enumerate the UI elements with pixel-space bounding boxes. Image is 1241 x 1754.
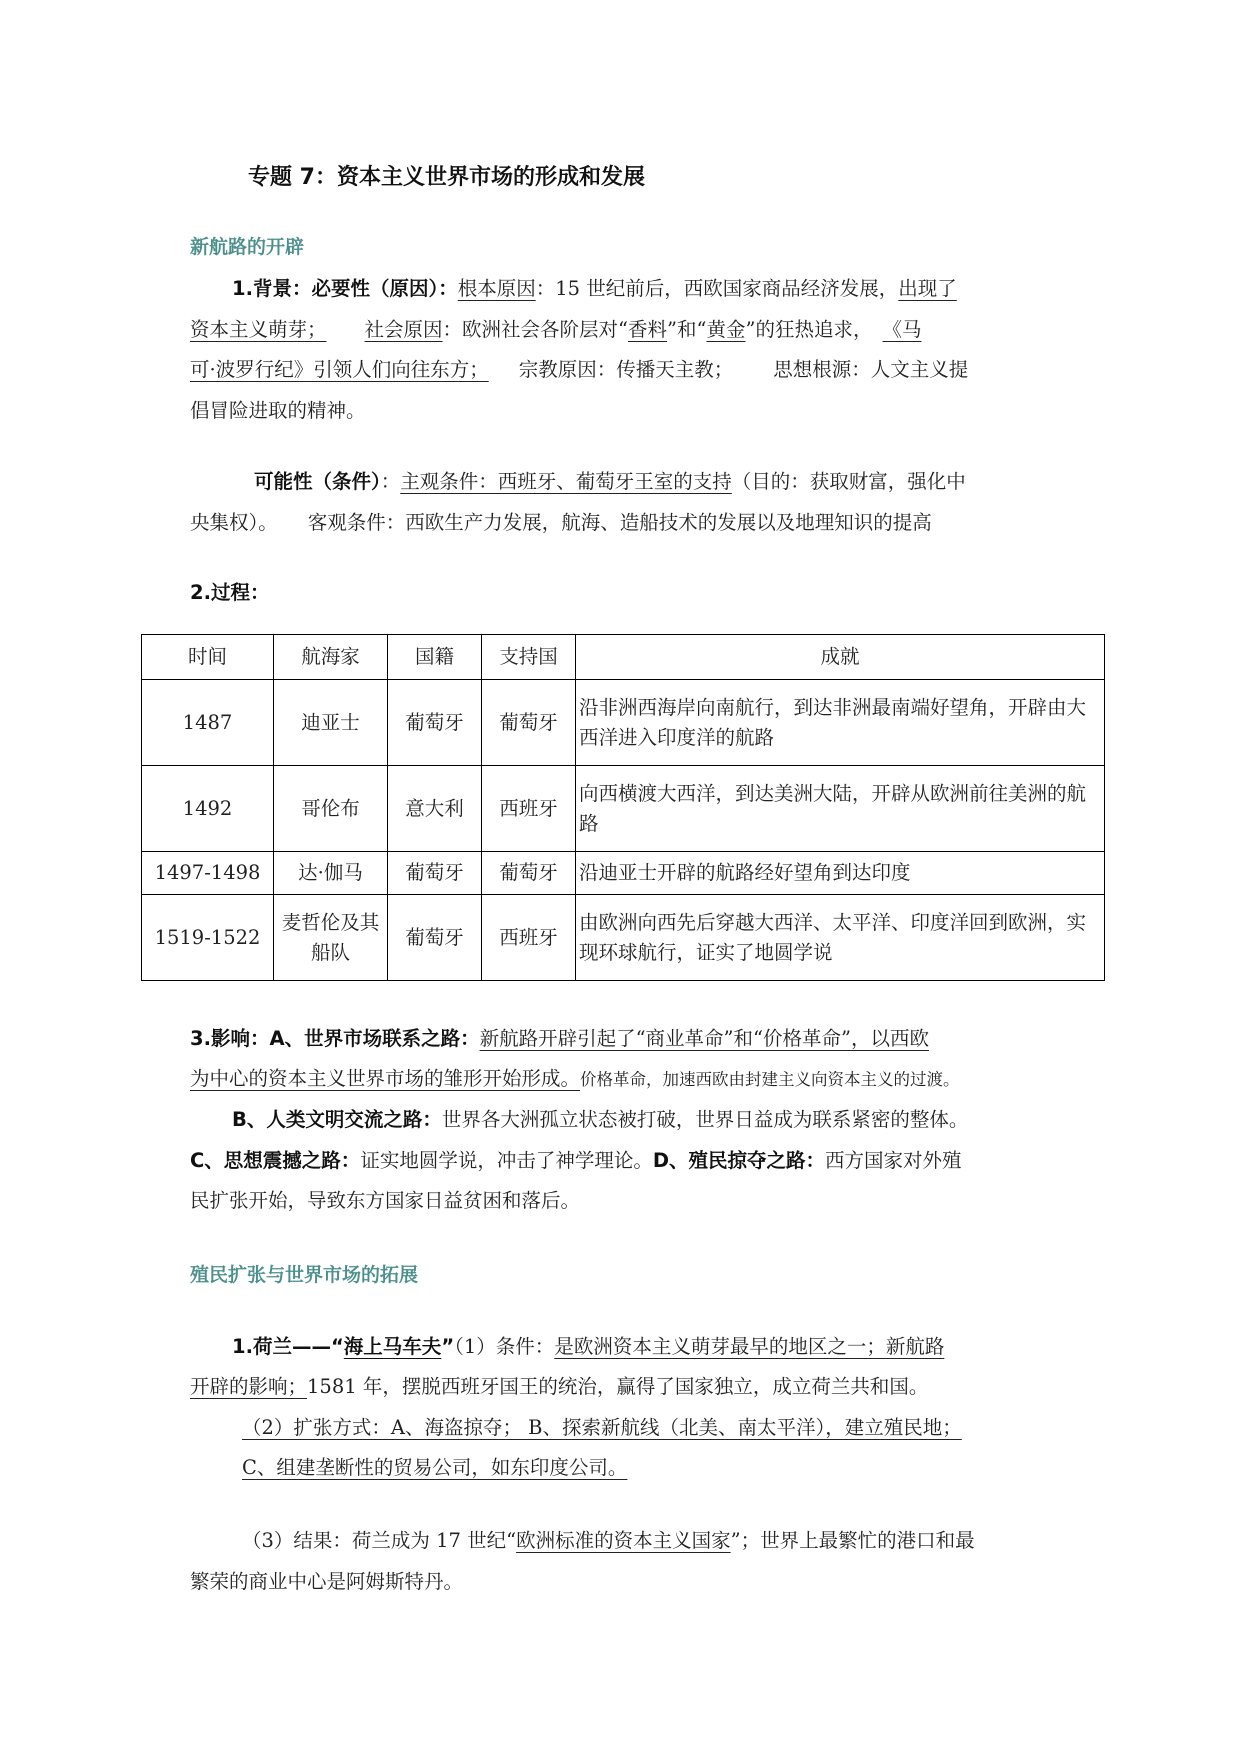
cell-achievement: 由欧洲向西先后穿越大西洋、太平洋、印度洋回到欧洲，实现环球航行，证实了地圆学说 (576, 895, 1105, 981)
background-line-2 (190, 315, 922, 345)
cell-navigator: 达·伽马 (274, 852, 388, 895)
header-nationality: 国籍 (388, 635, 482, 680)
possibility-line-1 (254, 467, 966, 497)
table-row (142, 852, 1105, 895)
header-time: 时间 (142, 635, 274, 680)
table-row (142, 766, 1105, 852)
cell-nationality: 意大利 (388, 766, 482, 852)
cell-navigator: 麦哲伦及其船队 (274, 895, 388, 981)
table-row (142, 895, 1105, 981)
objective-condition: 客观条件：西欧生产力发展，航海、造船技术的发展以及地理知识的提高 (307, 511, 932, 534)
social-cause-text: ：欧洲社会各阶层对“ (442, 318, 629, 341)
impact-line-3 (232, 1105, 968, 1135)
social-cause-pursuit: ”的狂热追求， (745, 318, 873, 341)
root-cause-term: 根本原因 (457, 277, 536, 300)
section-heading-colonial-expansion: 殖民扩张与世界市场的拓展 (190, 1264, 419, 1286)
possibility-line-2 (190, 508, 932, 538)
table-row (142, 680, 1105, 766)
condition-label: （1）条件： (454, 1335, 555, 1358)
cell-time: 1492 (142, 766, 274, 852)
price-revolution-note: 价格革命，加速西欧由封建主义向资本主义的过渡。 (580, 1070, 960, 1089)
header-sponsor: 支持国 (482, 635, 576, 680)
social-cause-and: ”和“ (667, 318, 707, 341)
impact-a-text: 新航路开辟引起了“商业革命”和“价格革命”，以西欧 (479, 1027, 929, 1050)
expansion-method-c: C、组建垄断性的贸易公司，如东印度公司。 (242, 1456, 628, 1479)
marco-polo-book-end: 可·波罗行纪》引领人们向往东方； (190, 358, 489, 381)
cell-sponsor: 葡萄牙 (482, 680, 576, 766)
cell-sponsor: 西班牙 (482, 895, 576, 981)
header-navigator: 航海家 (274, 635, 388, 680)
netherlands-label-close: ” (441, 1335, 455, 1358)
condition-text-end: 开辟的影响； (190, 1375, 308, 1398)
purpose-text: （目的：获取财富，强化中 (731, 470, 966, 493)
condition-text: 是欧洲资本主义萌芽最早的地区之一；新航路 (554, 1335, 945, 1358)
religious-cause: 宗教原因：传播天主教； (518, 358, 734, 381)
cell-achievement: 沿非洲西海岸向南航行，到达非洲最南端好望角，开辟由大西洋进入印度洋的航路 (576, 680, 1105, 766)
background-label: 1.背景：必要性（原因）： (232, 277, 458, 300)
possibility-label: 可能性（条件） (254, 470, 381, 493)
impact-a-label: 3.影响：A、世界市场联系之路： (190, 1027, 480, 1050)
impact-line-1 (190, 1024, 929, 1054)
cell-achievement: 沿迪亚士开辟的航路经好望角到达印度 (576, 852, 1105, 895)
marco-polo-book-start: 《马 (882, 318, 922, 341)
root-cause-text: ：15 世纪前后，西欧国家商品经济发展， (535, 277, 899, 300)
possibility-colon: ： (380, 470, 401, 493)
result-line-1 (242, 1526, 975, 1556)
result-text: ”；世界上最繁忙的港口和最 (730, 1529, 975, 1552)
cell-navigator: 迪亚士 (274, 680, 388, 766)
cell-navigator: 哥伦布 (274, 766, 388, 852)
impact-a-text-end: 为中心的资本主义世界市场的雏形开始形成。 (190, 1067, 581, 1090)
cell-nationality: 葡萄牙 (388, 895, 482, 981)
impact-line-4 (190, 1146, 962, 1176)
impact-c-label: C、思想震撼之路： (190, 1149, 361, 1172)
section-heading-new-routes: 新航路的开辟 (190, 236, 305, 258)
background-line-4 (190, 396, 366, 426)
cell-time: 1487 (142, 680, 274, 766)
impact-line-2 (190, 1064, 960, 1095)
cell-sponsor: 葡萄牙 (482, 852, 576, 895)
impact-d-label: D、殖民掠夺之路： (652, 1149, 826, 1172)
impact-b-text: 世界各大洲孤立状态被打破，世界日益成为联系紧密的整体。 (441, 1108, 969, 1131)
spice-term: 香料 (628, 318, 668, 341)
netherlands-line-1 (232, 1332, 944, 1362)
expansion-methods-line-1: （2）扩张方式：A、海盗掠夺； B、探索新航线（北美、南太平洋），建立殖民地； (242, 1416, 962, 1439)
voyages-table (141, 634, 1105, 981)
cell-achievement: 向西横渡大西洋，到达美洲大陆，开辟从欧洲前往美洲的航路 (576, 766, 1105, 852)
sea-coachman-term: 海上马车夫 (343, 1335, 442, 1358)
impact-b-label: B、人类文明交流之路： (232, 1108, 442, 1131)
impact-c-text: 证实地圆学说，冲击了神学理论。 (360, 1149, 653, 1172)
background-line-1 (232, 274, 957, 304)
subjective-condition: 主观条件：西班牙、葡萄牙王室的支持 (400, 470, 732, 493)
impact-d-text: 西方国家对外殖 (825, 1149, 962, 1172)
header-achievement: 成就 (576, 635, 1105, 680)
cell-time: 1497-1498 (142, 852, 274, 895)
background-line-3 (190, 355, 968, 385)
gold-term: 黄金 (706, 318, 746, 341)
social-cause-term: 社会原因 (364, 318, 443, 341)
ideological-root: 思想根源：人文主义提 (773, 358, 969, 381)
result-label: （3）结果：荷兰成为 17 世纪“ (242, 1529, 517, 1552)
result-line-2 (190, 1567, 463, 1597)
root-cause-underlined: 出现了 (898, 277, 957, 300)
impact-line-5 (190, 1186, 580, 1216)
page-title: 专题 7：资本主义世界市场的形成和发展 (248, 165, 645, 190)
cell-nationality: 葡萄牙 (388, 680, 482, 766)
process-label: 2.过程： (190, 581, 270, 604)
cell-nationality: 葡萄牙 (388, 852, 482, 895)
netherlands-line-2 (190, 1372, 928, 1402)
standard-capitalist-country: 欧洲标准的资本主义国家 (516, 1529, 731, 1552)
table-header-row (142, 635, 1105, 680)
ideological-root-end: 倡冒险进取的精神。 (190, 399, 366, 422)
expansion-methods-line-2 (190, 1453, 627, 1483)
cell-time: 1519-1522 (142, 895, 274, 981)
purpose-text-end: 央集权）。 (190, 511, 278, 534)
capitalism-sprout: 资本主义萌芽； (190, 318, 327, 341)
amsterdam-text: 繁荣的商业中心是阿姆斯特丹。 (190, 1570, 464, 1593)
cell-sponsor: 西班牙 (482, 766, 576, 852)
impact-d-text-end: 民扩张开始，导致东方国家日益贫困和落后。 (190, 1189, 581, 1212)
independence-text: 1581 年，摆脱西班牙国王的统治，赢得了国家独立，成立荷兰共和国。 (307, 1375, 929, 1398)
netherlands-label: 1.荷兰——“ (232, 1335, 344, 1358)
